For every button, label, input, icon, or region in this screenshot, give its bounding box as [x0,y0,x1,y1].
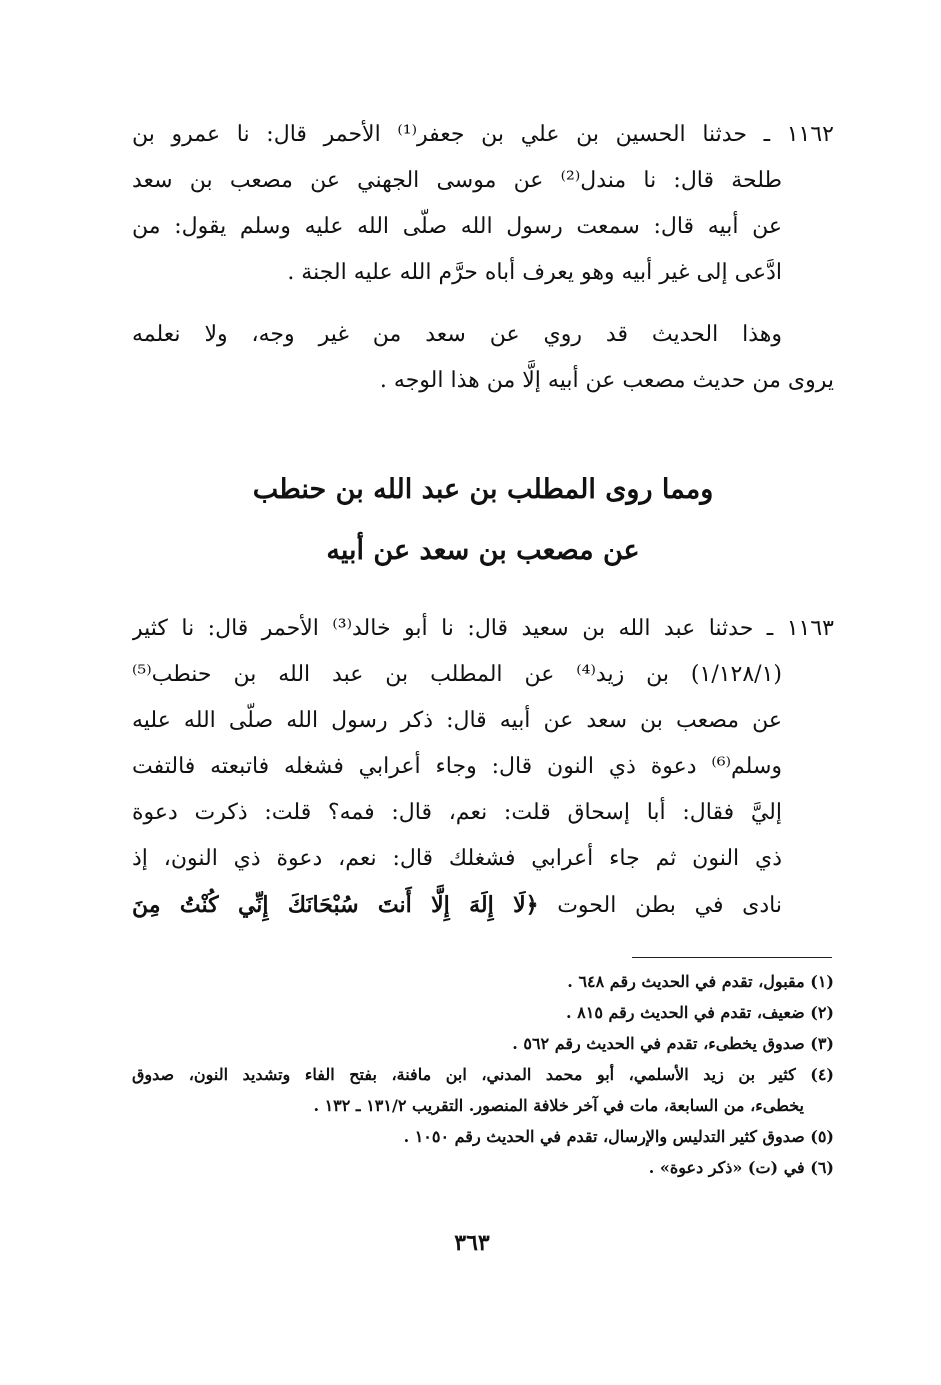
hadith-line: (١/١٢٨/١) بن زيد⁽⁴⁾ عن المطلب بن عبد الله بن حنطب⁽⁵⁾ [132,662,782,687]
commentary [132,312,834,404]
footnote: (٤) كثير بن زيد الأسلمي، أبو محمد المدني، ابن مافنة، بفتح الفاء وتشديد النون، صدوق [132,1065,834,1084]
hadith-line: عن أبيه قال: سمعت رسول الله صلّى الله عليه وسلم يقول: من [132,214,782,239]
hadith-line: ١١٦٣ ـ حدثنا عبد الله بن سعيد قال: نا أبو خالد⁽³⁾ الأحمر قال: نا كثير [132,616,834,641]
commentary-line: وهذا الحديث قد روي عن سعد من غير وجه، ولا نعلمه [132,322,782,347]
hadith-line: طلحة قال: نا مندل⁽²⁾ عن موسى الجهني عن مصعب بن سعد [132,168,782,193]
footnote: (٦) في (ت) «ذكر دعوة» . [648,1158,834,1177]
footnote: (٢) ضعيف، تقدم في الحديث رقم ٨١٥ . [565,1003,834,1022]
page-number: ٣٦٣ [454,1230,490,1256]
footnote-divider [632,957,832,958]
hadith-line: وسلم⁽⁶⁾ دعوة ذي النون قال: وجاء أعرابي فشغله فاتبعته فالتفت [132,754,782,779]
section-heading-line-2: عن مصعب بن سعد عن أبيه [326,535,640,566]
hadith-line: ذي النون ثم جاء أعرابي فشغلك قال: نعم، دعوة ذي النون، إذ [132,846,782,871]
quran-verse: ﴿لَا إِلَهَ إِلَّا أَنتَ سُبْحَانَكَ إِنِّي كُنْتُ مِنَ [132,892,539,918]
hadith-1163 [132,606,834,928]
hadith-line: إليَّ فقال: أبا إسحاق قلت: نعم، قال: فمه؟ قلت: ذكرت دعوة [132,800,782,825]
section-heading-line-1: ومما روى المطلب بن عبد الله بن حنطب [252,474,714,505]
footnote: (١) مقبول، تقدم في الحديث رقم ٦٤٨ . [567,972,834,991]
hadith-line [132,882,834,928]
hadith-line: عن مصعب بن سعد عن أبيه قال: ذكر رسول الله صلّى الله عليه [132,708,782,733]
hadith-1162 [132,112,834,296]
footnote-continuation: يخطىء، من السابعة، مات في آخر خلافة المنصور. التقريب ١٣١/٢ ـ ١٣٢ . [313,1096,804,1115]
footnotes [132,966,834,1183]
footnote: (٣) صدوق يخطىء، تقدم في الحديث رقم ٥٦٢ . [512,1034,834,1053]
hadith-line-text: نادى في بطن الحوت [557,893,783,918]
footnote: (٥) صدوق كثير التدليس والإرسال، تقدم في الحديث رقم ١٠٥٠ . [403,1127,834,1146]
commentary-line: يروى من حديث مصعب عن أبيه إلَّا من هذا الوجه . [379,368,834,393]
hadith-line: ادَّعى إلى غير أبيه وهو يعرف أباه حرَّم الله عليه الجنة . [287,260,782,285]
hadith-line: ١١٦٢ ـ حدثنا الحسين بن علي بن جعفر⁽¹⁾ الأحمر قال: نا عمرو بن [132,122,834,147]
